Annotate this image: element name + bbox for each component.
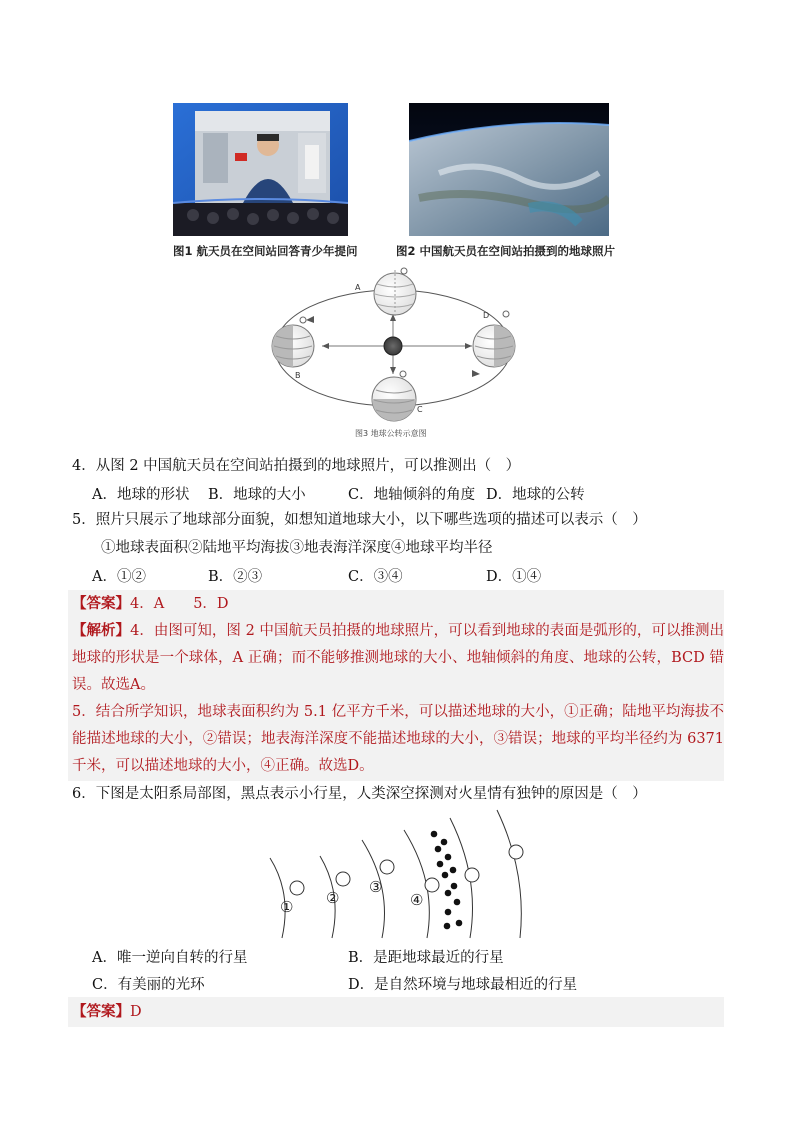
label-c: C	[417, 405, 423, 414]
figure1-caption: 图1 航天员在空间站回答青少年提问	[173, 244, 358, 258]
answer-tag: 【答案】	[72, 595, 130, 612]
planet-label-4: ④	[410, 891, 424, 909]
planet-label-3: ③	[369, 878, 383, 896]
sun	[384, 337, 402, 355]
earth-position-d	[473, 311, 515, 367]
q5-option-a: A．①②	[92, 569, 146, 585]
q6-option-a: A．唯一逆向自转的行星	[92, 950, 248, 966]
q5-option-b: B．②③	[208, 569, 263, 585]
q6-option-b: B．是距地球最近的行星	[348, 950, 504, 966]
planet-5	[465, 868, 479, 882]
figure1-photo	[173, 103, 348, 236]
planet-2	[336, 872, 350, 886]
figure2-caption: 图2 中国航天员在空间站拍摄到的地球照片	[396, 244, 616, 258]
planet-6	[509, 845, 523, 859]
planet-label-2: ②	[326, 889, 340, 907]
figure3-caption: 图3 地球公转示意图	[355, 429, 427, 438]
earth-position-a	[374, 268, 416, 318]
planet-1	[290, 881, 304, 895]
question-5-items: ①地球表面积②陆地平均海拔③地表海洋深度④地球平均半径	[101, 540, 493, 556]
planet-3	[380, 860, 394, 874]
answer-block-6	[68, 997, 724, 1027]
q6-option-c: C．有美丽的光环	[92, 977, 205, 993]
analysis-5: 5．结合所学知识，地球表面积约为 5.1 亿平方千米，可以描述地球的大小，①正确；陆地平均海拔不能描述地球的大小，②错误；地表海洋深度不能描述地球的大小，③错误；地球的平均半径约为 6371 千米，可以描述地球的大小，④正确。故选D。	[72, 704, 724, 774]
solar-system-diagram	[262, 808, 547, 943]
analysis-4-text: 4．由图可知，图 2 中国航天员拍摄的地球照片，可以看到地球的表面是弧形的，可以推测出地球的形状是一个球体，A 正确；而不能够推测地球的大小、地轴倾斜的角度、地球的公转，BCD 错误。故选A。	[72, 623, 724, 693]
q6-option-d: D．是自然环境与地球最相近的行星	[348, 977, 578, 993]
earth-position-c	[372, 371, 416, 421]
earth-revolution-diagram	[262, 262, 527, 437]
analysis-4	[72, 617, 724, 699]
question-4-stem: 4．从图 2 中国航天员在空间站拍摄到的地球照片，可以推测出（ ）	[72, 458, 521, 474]
planet-4	[425, 878, 439, 892]
q5-option-d: D．①④	[486, 569, 542, 585]
planet-label-1: ①	[280, 898, 294, 916]
q4-option-b: B．地球的大小	[208, 487, 306, 503]
question-6-stem: 6．下图是太阳系局部图，黑点表示小行星，人类深空探测对火星情有独钟的原因是（ ）	[72, 786, 647, 802]
label-d: D	[483, 311, 490, 320]
q5-option-c: C．③④	[348, 569, 403, 585]
label-b: B	[295, 371, 301, 380]
answer-4-5-text: 4．A 5．D	[130, 596, 229, 612]
q4-option-c: C．地轴倾斜的角度	[348, 487, 476, 503]
earth-position-b	[272, 317, 314, 367]
answer-6-tag: 【答案】	[72, 1003, 130, 1020]
figure2-photo	[409, 103, 609, 236]
question-5-stem: 5．照片只展示了地球部分面貌，如想知道地球大小，以下哪些选项的描述可以表示（ ）	[72, 512, 647, 528]
analysis-tag: 【解析】	[72, 622, 131, 639]
answer-6-text: D	[130, 1004, 142, 1020]
label-a: A	[355, 283, 361, 292]
q4-option-d: D．地球的公转	[486, 487, 585, 503]
q4-option-a: A．地球的形状	[92, 487, 190, 503]
answer-4-5	[72, 590, 229, 618]
answer-6	[72, 998, 142, 1026]
